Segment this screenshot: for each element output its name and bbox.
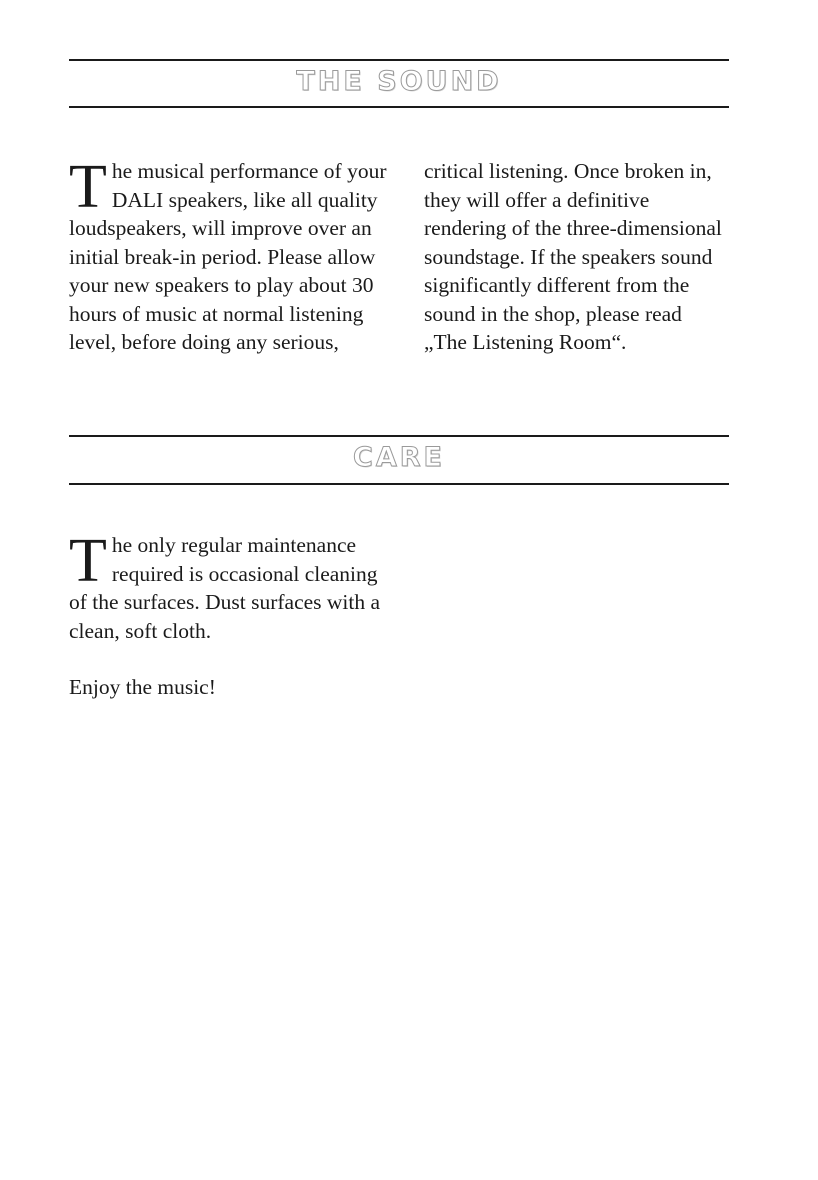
sound-text-left: he musical performance of your DALI speakers, like all quality loudspeakers, will improve over an initial break-in period. Please allow your new speakers to play about 30 hours of music at normal listening level, before doing any serious,	[69, 159, 387, 354]
dropcap: T	[69, 153, 107, 221]
section-heading-care: CARE	[353, 442, 445, 473]
sound-column-right	[424, 157, 729, 357]
rule-sound-top	[69, 59, 729, 61]
rule-care-top	[69, 435, 729, 437]
sound-paragraph-right: critical listening. Once broken in, they will offer a definitive rendering of the three-dimensional soundstage. If the speakers sound significantly different from the sound in the shop, please read „The Listening Room“.	[424, 159, 722, 354]
closing-line: Enjoy the music!	[69, 675, 216, 699]
rule-care-bottom	[69, 483, 729, 485]
care-text: he only regular maintenance required is occasional cleaning of the surfaces. Dust surfaces with a clean, soft cloth.	[69, 533, 381, 643]
sound-column-left	[69, 153, 389, 357]
rule-sound-bottom	[69, 106, 729, 108]
dropcap: T	[69, 527, 107, 595]
care-column-left	[69, 527, 389, 702]
sound-paragraph-left	[69, 153, 389, 357]
section-heading-sound: THE SOUND	[296, 66, 502, 97]
care-paragraph	[69, 527, 389, 645]
